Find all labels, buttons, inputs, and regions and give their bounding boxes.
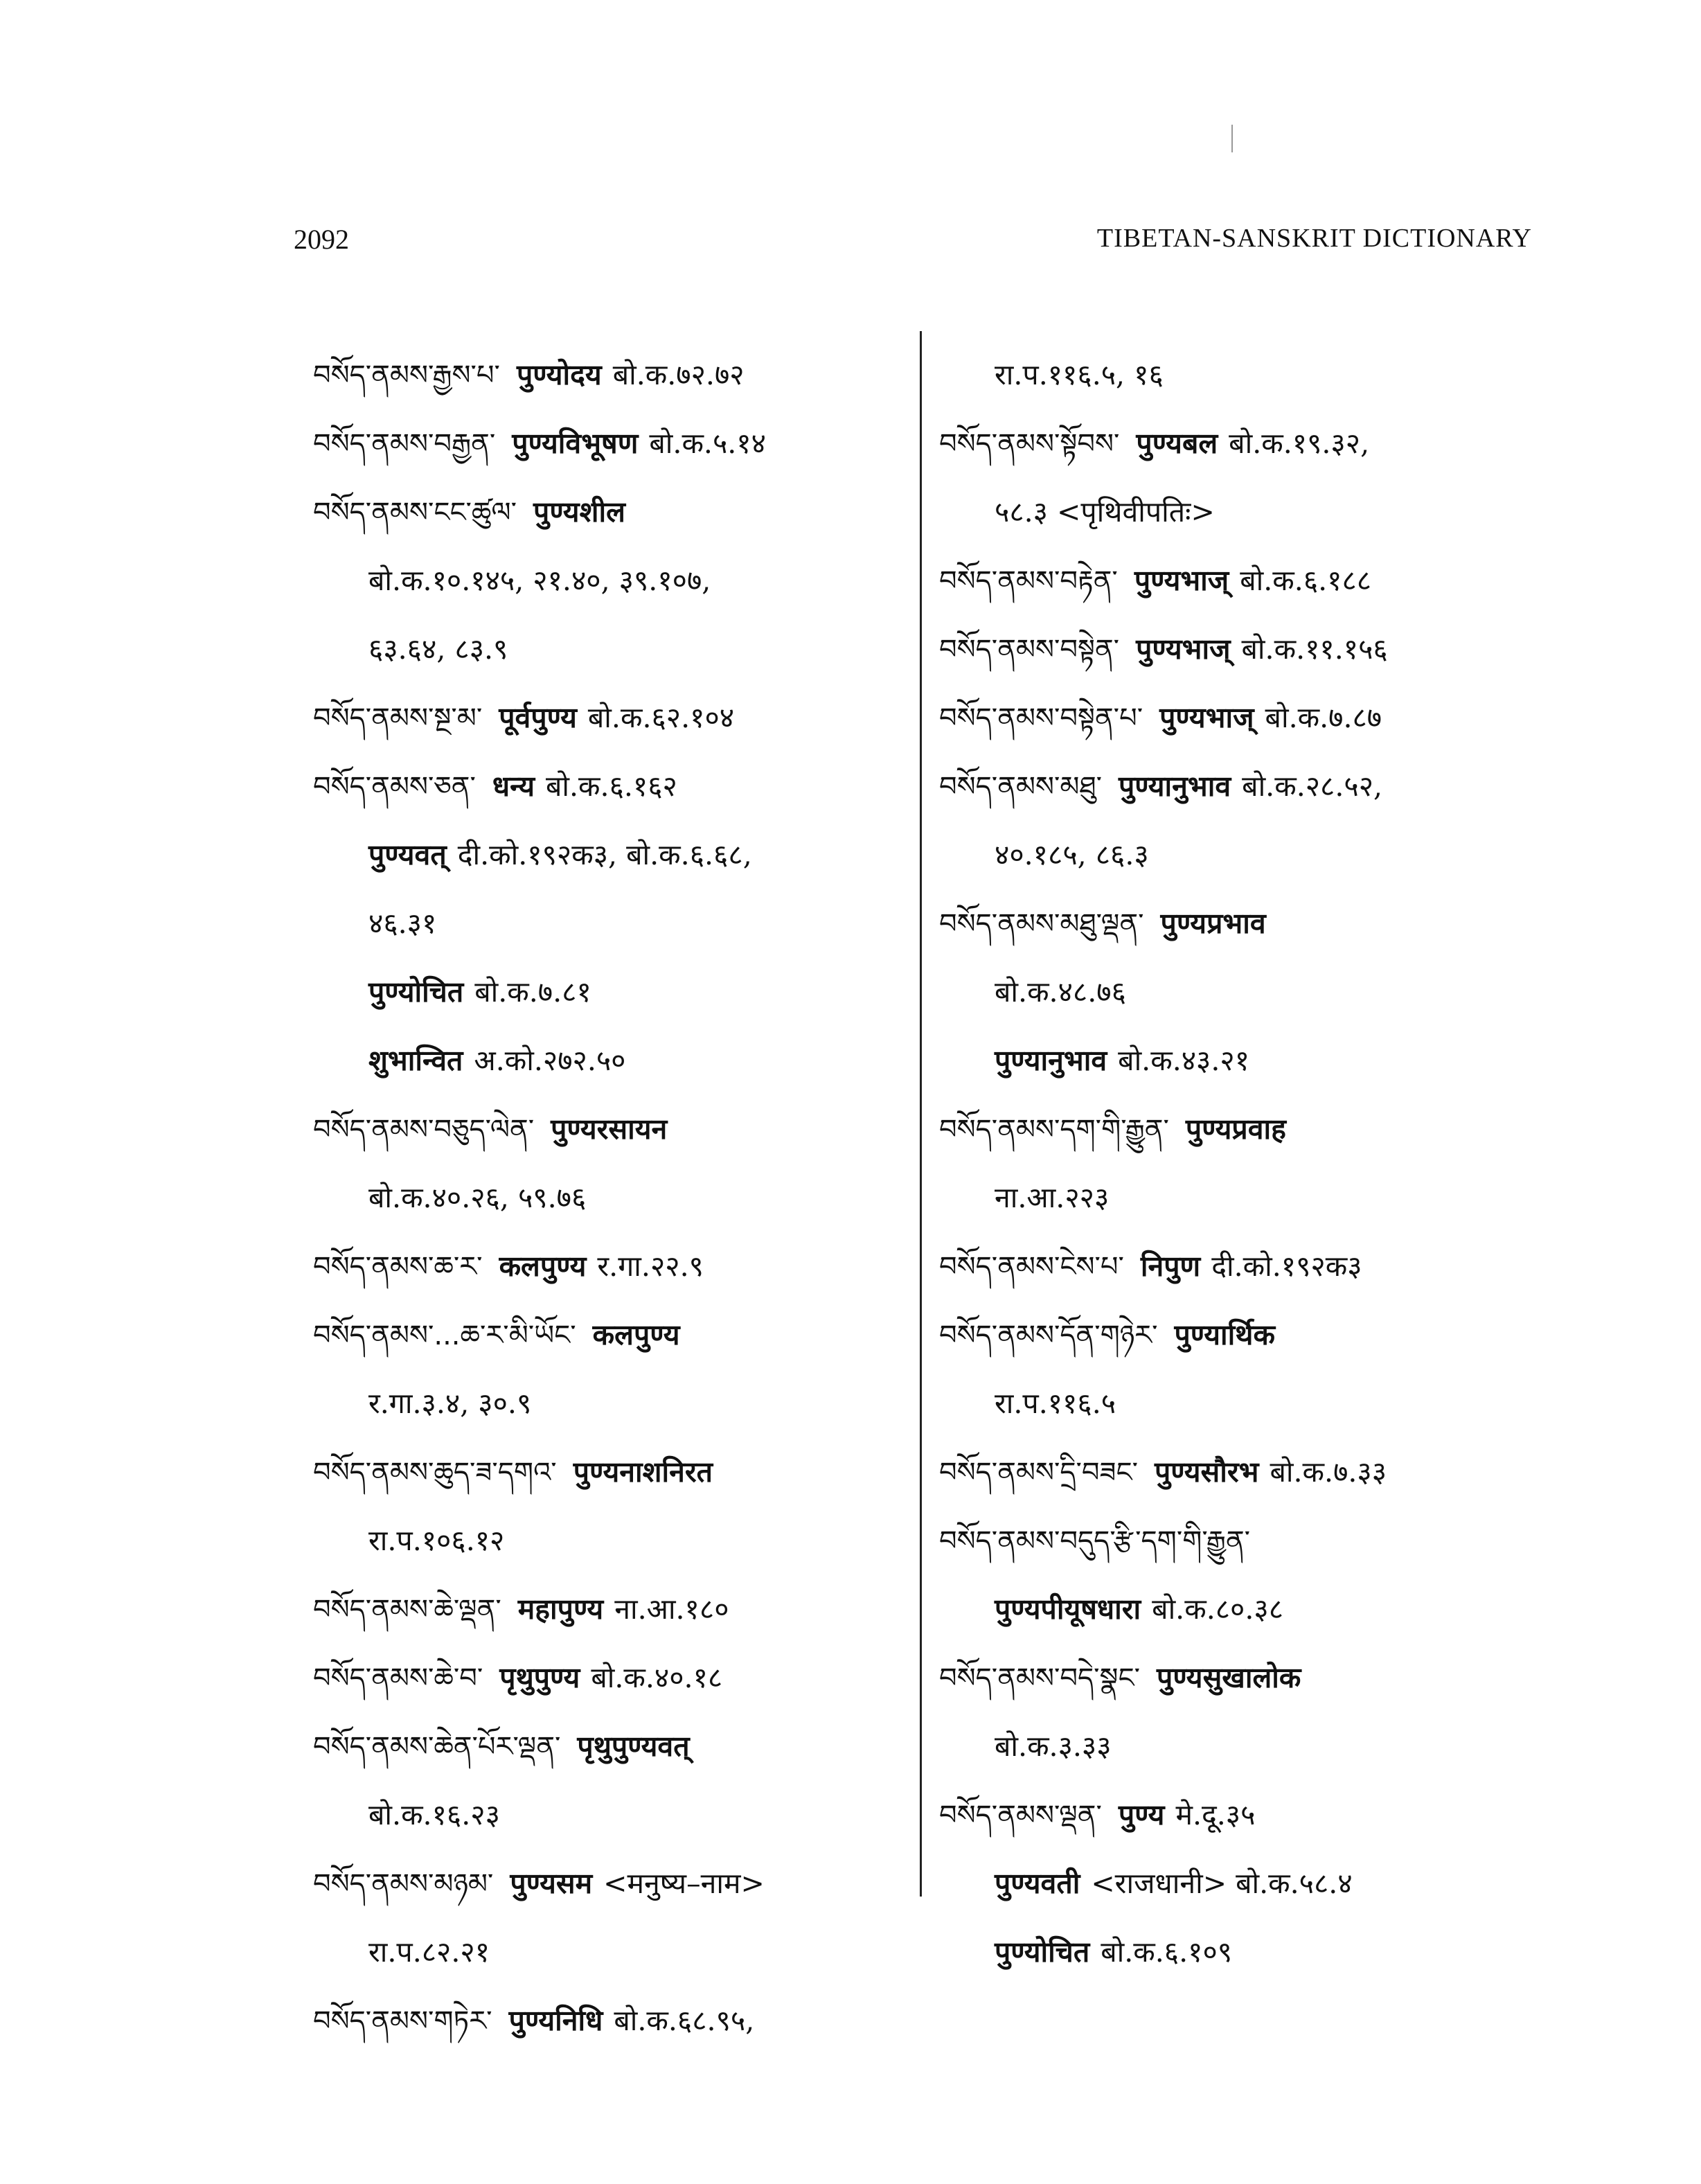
tibetan-headword: བསོད་ནམས་དག་གི་རྒྱུན་ bbox=[939, 1114, 1169, 1146]
sanskrit-equivalent: पुण्यानुभाव bbox=[1119, 770, 1231, 803]
tibetan-headword: བསོད་ནམས་གཏེར་ bbox=[313, 2005, 492, 2037]
sanskrit-equivalent: पुण्यपीयूषधारा bbox=[995, 1592, 1141, 1626]
sanskrit-equivalent: पुण्यभाज् bbox=[1159, 701, 1254, 734]
dictionary-line bbox=[939, 1644, 1549, 1712]
source-reference: बो.क.३.३३ bbox=[995, 1730, 1112, 1763]
dictionary-line bbox=[939, 1369, 1549, 1438]
sanskrit-equivalent: पुण्यनिधि bbox=[508, 2004, 603, 2037]
tibetan-headword: བསོད་ནམས་དོན་གཉེར་ bbox=[939, 1320, 1158, 1351]
dictionary-line bbox=[939, 1712, 1549, 1781]
sanskrit-equivalent: पुण्योचित bbox=[368, 975, 464, 1009]
sanskrit-equivalent: पुण्यभाज् bbox=[1134, 564, 1229, 597]
dictionary-line bbox=[313, 821, 909, 889]
dictionary-line bbox=[313, 1095, 909, 1164]
source-reference: बो.क.५.१४ bbox=[649, 427, 766, 460]
source-reference: बो.क.७२.७२ bbox=[612, 358, 745, 391]
dictionary-line bbox=[313, 615, 909, 684]
sanskrit-equivalent: पुण्यानुभाव bbox=[995, 1044, 1107, 1077]
sanskrit-equivalent: पुण्यवत् bbox=[368, 838, 447, 871]
dictionary-line bbox=[313, 341, 909, 409]
source-reference: बो.क.६.१६२ bbox=[545, 770, 677, 803]
source-reference: ६३.६४, ८३.९ bbox=[368, 632, 508, 666]
tibetan-headword: བསོད་ནམས་སྔ་མ་ bbox=[313, 702, 483, 734]
source-reference: दी.को.१९२क३ bbox=[1211, 1250, 1362, 1283]
source-reference: र.गा.३.४, ३०.९ bbox=[368, 1387, 532, 1420]
sanskrit-equivalent: पुण्यप्रभाव bbox=[1160, 907, 1266, 940]
dictionary-line bbox=[939, 752, 1549, 821]
sanskrit-equivalent: महापुण्य bbox=[517, 1592, 604, 1626]
sanskrit-equivalent: निपुण bbox=[1140, 1250, 1201, 1283]
sanskrit-equivalent: पुण्यनाशनिरत bbox=[573, 1455, 713, 1489]
tibetan-headword: བསོད་ནམས་ངེས་པ་ bbox=[939, 1251, 1124, 1283]
dictionary-line bbox=[313, 1301, 909, 1369]
running-head: TIBETAN-SANSKRIT DICTIONARY bbox=[1096, 224, 1532, 253]
sanskrit-equivalent: धन्य bbox=[492, 770, 535, 803]
source-reference: <मनुष्य–नाम> bbox=[603, 1867, 765, 1900]
source-reference: बो.क.६.१०९ bbox=[1101, 1935, 1233, 1969]
source-reference: बो.क.६.१८८ bbox=[1240, 564, 1372, 597]
source-reference: बो.क.४०.१८ bbox=[591, 1661, 723, 1694]
sanskrit-equivalent: पुण्य bbox=[1118, 1798, 1165, 1831]
source-reference: अ.को.२७२.५० bbox=[474, 1044, 626, 1077]
sanskrit-equivalent: पृथुपुण्य bbox=[499, 1661, 580, 1694]
dictionary-line bbox=[939, 958, 1549, 1027]
scan-mark bbox=[1231, 125, 1233, 152]
sanskrit-equivalent: पुण्यप्रवाह bbox=[1185, 1112, 1286, 1146]
tibetan-headword: བསོད་ནམས་བརྟེན་ bbox=[939, 565, 1118, 597]
dictionary-line bbox=[313, 478, 909, 547]
page-number: 2092 bbox=[294, 224, 349, 255]
dictionary-line bbox=[313, 1164, 909, 1232]
sanskrit-equivalent: पुण्यभाज् bbox=[1136, 632, 1231, 666]
source-reference: रा.प.१०६.१२ bbox=[368, 1524, 505, 1557]
tibetan-headword: བསོད་ནམས་རྒྱས་པ་ bbox=[313, 359, 500, 391]
dictionary-line bbox=[313, 547, 909, 615]
dictionary-line bbox=[313, 1781, 909, 1849]
dictionary-line bbox=[939, 1095, 1549, 1164]
dictionary-line bbox=[939, 1918, 1549, 1987]
dictionary-line bbox=[939, 684, 1549, 752]
dictionary-line bbox=[313, 1507, 909, 1575]
dictionary-line bbox=[939, 1507, 1549, 1575]
source-reference: मे.दू.३५ bbox=[1175, 1798, 1256, 1831]
dictionary-line bbox=[939, 1027, 1549, 1095]
dictionary-line bbox=[313, 1232, 909, 1301]
source-reference: ५८.३ <पृथिवीपतिः> bbox=[995, 495, 1215, 529]
source-reference: बो.क.६२.१०४ bbox=[587, 701, 735, 734]
tibetan-headword: བསོད་ནམས་ཆེ་ལྡན་ bbox=[313, 1594, 501, 1626]
source-reference: र.गा.२२.९ bbox=[597, 1250, 704, 1283]
dictionary-line bbox=[313, 1575, 909, 1644]
tibetan-headword: བསོད་ནམས་བསྟེན་པ་ bbox=[939, 702, 1143, 734]
sanskrit-equivalent: पृथुपुण्यवत् bbox=[577, 1730, 690, 1763]
tibetan-headword: བསོད་ནམས་ཅན་ bbox=[313, 771, 476, 803]
tibetan-headword: བསོད་ནམས་ཆེན་པོར་ལྡན་ bbox=[313, 1731, 561, 1763]
tibetan-headword: བསོད་ནམས་བསྟེན་ bbox=[939, 634, 1120, 666]
dictionary-line bbox=[939, 821, 1549, 889]
dictionary-line bbox=[313, 1918, 909, 1987]
tibetan-headword: བསོད་ནམས་དྲི་བཟང་ bbox=[939, 1457, 1138, 1489]
sanskrit-equivalent: शुभान्वित bbox=[368, 1044, 463, 1077]
sanskrit-equivalent: पुण्यविभूषण bbox=[512, 427, 639, 460]
dictionary-line bbox=[939, 1849, 1549, 1918]
source-reference: बो.क.६८.९५, bbox=[614, 2004, 755, 2037]
sanskrit-equivalent: कलपुण्य bbox=[499, 1250, 587, 1283]
dictionary-line bbox=[313, 1027, 909, 1095]
source-reference: रा.प.८२.२१ bbox=[368, 1935, 490, 1969]
source-reference: बो.क.११.१५६ bbox=[1241, 632, 1388, 666]
source-reference: बो.क.१९.३२, bbox=[1229, 427, 1370, 460]
sanskrit-equivalent: कलपुण्य bbox=[592, 1318, 680, 1351]
sanskrit-equivalent: पुण्यवती bbox=[995, 1867, 1080, 1900]
tibetan-headword: བསོད་ནམས་བརྒྱན་ bbox=[313, 428, 496, 460]
column-divider bbox=[920, 331, 922, 1897]
dictionary-line bbox=[939, 341, 1549, 409]
tibetan-headword: བསོད་ནམས་ཆ་ར་ bbox=[313, 1251, 483, 1283]
dictionary-line bbox=[313, 1987, 909, 2055]
dictionary-line bbox=[939, 889, 1549, 958]
sanskrit-equivalent: पुण्यरसायन bbox=[551, 1112, 668, 1146]
dictionary-line bbox=[939, 409, 1549, 478]
sanskrit-equivalent: पुण्यसुखालोक bbox=[1157, 1661, 1301, 1694]
dictionary-line bbox=[313, 1369, 909, 1438]
source-reference: बो.क.२८.५२, bbox=[1242, 770, 1383, 803]
tibetan-headword: བསོད་ནམས་མཐུ་ bbox=[939, 771, 1102, 803]
dictionary-line bbox=[939, 1232, 1549, 1301]
dictionary-line bbox=[313, 409, 909, 478]
dictionary-line bbox=[313, 1438, 909, 1507]
sanskrit-equivalent: पुण्यशील bbox=[533, 495, 625, 529]
source-reference: ना.आ.१८० bbox=[614, 1592, 729, 1626]
dictionary-line bbox=[939, 1781, 1549, 1849]
dictionary-line bbox=[313, 1712, 909, 1781]
tibetan-headword: བསོད་ནམས་བདེ་སྣང་ bbox=[939, 1662, 1141, 1694]
right-column bbox=[939, 341, 1549, 1987]
dictionary-line bbox=[939, 547, 1549, 615]
source-reference: बो.क.७.३३ bbox=[1270, 1455, 1387, 1489]
tibetan-headword: བསོད་ནམས་མཐུ་ལྡན་ bbox=[939, 908, 1144, 940]
source-reference: रा.प.११६.५ bbox=[995, 1387, 1116, 1420]
dictionary-line bbox=[313, 1644, 909, 1712]
tibetan-headword: བསོད་ནམས་བཅུད་ལེན་ bbox=[313, 1114, 535, 1146]
sanskrit-equivalent: पुण्योदय bbox=[516, 358, 602, 391]
source-reference: ४६.३१ bbox=[368, 907, 437, 940]
sanskrit-equivalent: पुण्यसौरभ bbox=[1155, 1455, 1259, 1489]
dictionary-line bbox=[939, 478, 1549, 547]
sanskrit-equivalent: पूर्वपुण्य bbox=[499, 701, 577, 734]
dictionary-line bbox=[939, 615, 1549, 684]
tibetan-headword: བསོད་ནམས་མཉམ་ bbox=[313, 1868, 494, 1900]
tibetan-headword: བསོད་ནམས་ངང་ཚུལ་ bbox=[313, 497, 517, 529]
source-reference: रा.प.११६.५, १६ bbox=[995, 358, 1164, 391]
source-reference: ४०.१८५, ८६.३ bbox=[995, 838, 1149, 871]
dictionary-line bbox=[313, 684, 909, 752]
source-reference: बो.क.४३.२१ bbox=[1118, 1044, 1250, 1077]
dictionary-line bbox=[313, 1849, 909, 1918]
dictionary-line bbox=[313, 752, 909, 821]
source-reference: बो.क.४८.७६ bbox=[995, 975, 1126, 1009]
tibetan-headword: བསོད་ནམས་ཆུད་ཟ་དགའ་ bbox=[313, 1457, 557, 1489]
source-reference: बो.क.७.८७ bbox=[1265, 701, 1382, 734]
dictionary-line bbox=[939, 1301, 1549, 1369]
sanskrit-equivalent: पुण्यसम bbox=[510, 1867, 593, 1900]
sanskrit-equivalent: पुण्यार्थिक bbox=[1174, 1318, 1275, 1351]
dictionary-line bbox=[939, 1438, 1549, 1507]
sanskrit-equivalent: पुण्योचित bbox=[995, 1935, 1090, 1969]
dictionary-line bbox=[313, 889, 909, 958]
source-reference: <राजधानी> बो.क.५८.४ bbox=[1091, 1867, 1353, 1900]
source-reference: बो.क.७.८१ bbox=[474, 975, 591, 1009]
source-reference: बो.क.८०.३८ bbox=[1152, 1592, 1284, 1626]
source-reference: बो.क.१०.१४५, २१.४०, ३९.१०७, bbox=[368, 564, 711, 597]
dictionary-line bbox=[939, 1575, 1549, 1644]
source-reference: ना.आ.२२३ bbox=[995, 1181, 1110, 1214]
sanskrit-equivalent: पुण्यबल bbox=[1136, 427, 1218, 460]
tibetan-headword: བསོད་ནམས་...ཆ་ར་མི་ཡོང་ bbox=[313, 1320, 576, 1351]
source-reference: बो.क.४०.२६, ५९.७६ bbox=[368, 1181, 587, 1214]
tibetan-headword: བསོད་ནམས་སྟོབས་ bbox=[939, 428, 1120, 460]
tibetan-headword: བསོད་ནམས་ཆེ་བ་ bbox=[313, 1662, 483, 1694]
source-reference: बो.क.१६.२३ bbox=[368, 1798, 500, 1831]
left-column bbox=[313, 341, 909, 2055]
dictionary-line bbox=[313, 958, 909, 1027]
tibetan-headword: བསོད་ནམས་བདུད་རྩི་དག་གི་རྒྱུན་ bbox=[939, 1525, 1251, 1557]
dictionary-line bbox=[939, 1164, 1549, 1232]
tibetan-headword: བསོད་ནམས་ལྡན་ bbox=[939, 1800, 1102, 1831]
source-reference: दी.को.१९२क३, बो.क.६.६८, bbox=[457, 838, 752, 871]
